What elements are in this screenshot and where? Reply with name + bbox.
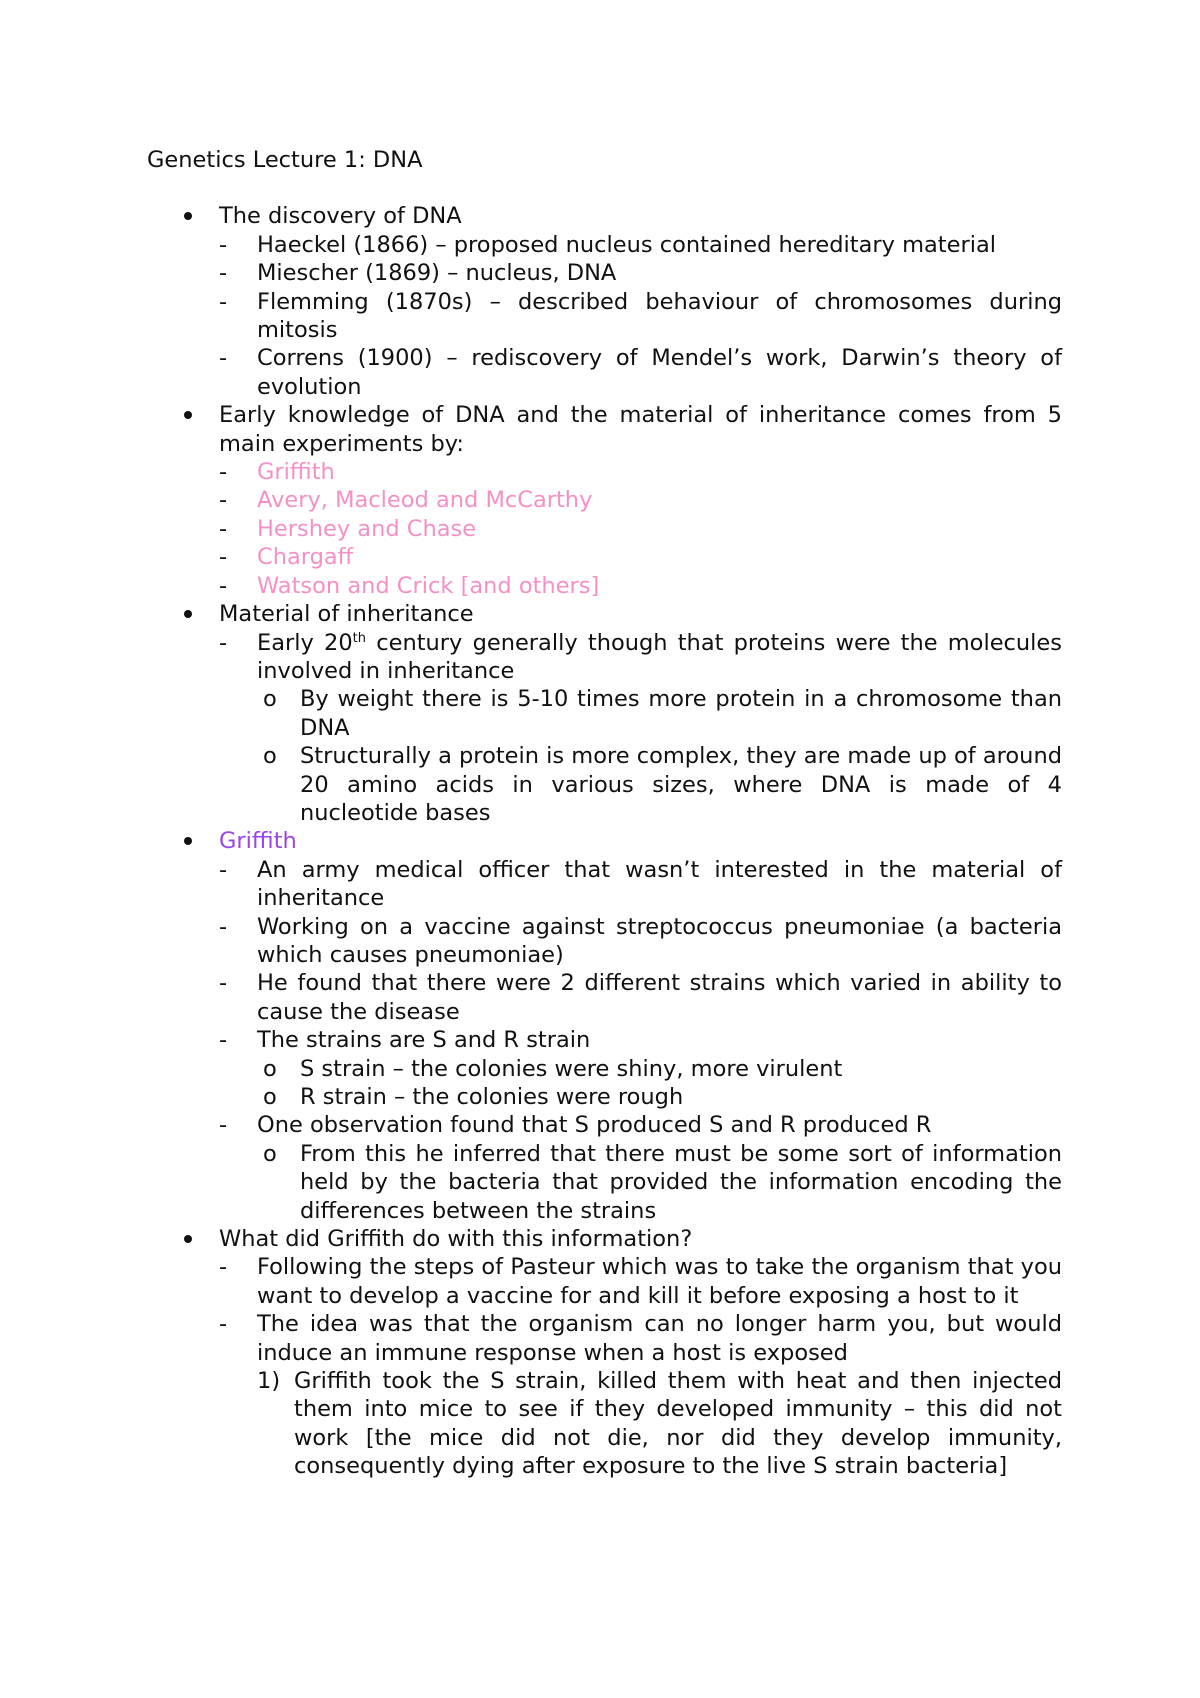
circle-marker: o — [263, 1055, 277, 1082]
circle-marker: o — [263, 1140, 277, 1167]
dash-text: Hershey and Chase — [257, 515, 477, 542]
dash-text: One observation found that S produced S and R produced R — [257, 1112, 932, 1139]
bullet-item — [147, 1225, 1062, 1253]
dash-item — [147, 913, 1062, 970]
bullet-item — [147, 827, 1062, 855]
dash-text: Griffith — [257, 459, 335, 486]
dash-marker: - — [219, 231, 228, 258]
dash-marker: - — [219, 856, 228, 883]
bullet-marker — [184, 212, 192, 220]
dash-item — [147, 515, 1062, 543]
bullet-text: What did Griffith do with this information? — [219, 1226, 693, 1253]
numbered-item — [147, 1367, 1062, 1481]
sub-item — [147, 685, 1062, 742]
bullet-marker — [184, 837, 192, 845]
bullet-text: Material of inheritance — [219, 601, 474, 628]
dash-marker: - — [219, 544, 228, 571]
dash-marker: - — [219, 970, 228, 997]
bullet-item — [147, 600, 1062, 628]
dash-item — [147, 969, 1062, 1026]
superscript: th — [352, 630, 367, 646]
circle-marker: o — [263, 686, 277, 713]
sub-text: R strain – the colonies were rough — [300, 1084, 684, 1110]
dash-marker: - — [219, 1112, 228, 1139]
dash-marker: - — [219, 459, 228, 486]
dash-text: Haeckel (1866) – proposed nucleus contained hereditary material — [257, 231, 997, 258]
dash-text: Watson and Crick [and others] — [257, 572, 600, 599]
dash-item — [147, 231, 1062, 259]
dash-text: An army medical officer that wasn’t interested in the material of inheritance — [257, 856, 1062, 912]
dash-marker: - — [219, 515, 228, 542]
sub-text: S strain – the colonies were shiny, more virulent — [300, 1055, 843, 1082]
dash-item — [147, 572, 1062, 600]
dash-item — [147, 458, 1062, 486]
dash-item — [147, 486, 1062, 514]
sub-text: Structurally a protein is more complex, they are made up of around 20 amino acids in various sizes, where DNA is made of 4 nucleotide bases — [300, 743, 1062, 826]
dash-marker: - — [219, 1254, 228, 1281]
dash-item — [147, 1026, 1062, 1054]
dash-item — [147, 1253, 1062, 1310]
dash-text: Working on a vaccine against streptococcus pneumoniae (a bacteria which causes pneumoniae) — [257, 913, 1062, 968]
sub-text: From this he inferred that there must be some sort of information held by the bacteria that provided the information encoding the differences between the strains — [300, 1140, 1062, 1224]
dash-marker: - — [219, 487, 228, 514]
sub-text: By weight there is 5-10 times more protein in a chromosome than DNA — [300, 686, 1062, 741]
dash-text: The strains are S and R strain — [257, 1027, 591, 1054]
dash-text: He found that there were 2 different strains which varied in ability to cause the disease — [257, 970, 1062, 1025]
dash-marker: - — [219, 629, 228, 656]
dash-marker: - — [219, 260, 228, 287]
bullet-marker — [184, 1235, 192, 1243]
dash-marker: - — [219, 572, 228, 599]
dash-marker: - — [219, 1311, 228, 1338]
dash-item — [147, 288, 1062, 345]
numbered-text: Griffith took the S strain, killed them with heat and then injected them into mice to see if they developed immunity – this did not work [the mice did not die, nor did they develop immunity, consequently dying after exposure to the live S strain bacteria] — [294, 1368, 1062, 1480]
dash-text: Flemming (1870s) – described behaviour of chromosomes during mitosis — [257, 288, 1062, 344]
text-run: Early 20 — [257, 629, 353, 656]
document-title: Genetics Lecture 1: DNA — [147, 147, 423, 173]
dash-item — [147, 344, 1062, 401]
sub-item — [147, 1083, 1062, 1111]
dash-item — [147, 629, 1062, 686]
dash-item — [147, 543, 1062, 571]
dash-text: Chargaff — [257, 544, 354, 571]
dash-item — [147, 856, 1062, 913]
document-body — [147, 146, 1062, 1481]
dash-marker: - — [219, 1027, 228, 1054]
sub-item — [147, 1140, 1062, 1225]
circle-marker: o — [263, 1084, 277, 1110]
bullet-marker — [184, 610, 192, 618]
bullet-text: Early knowledge of DNA and the material of inheritance comes from 5 main experiments by: — [219, 402, 1062, 457]
sub-item — [147, 1055, 1062, 1083]
bullet-marker — [184, 411, 192, 419]
dash-text — [257, 630, 1062, 684]
dash-marker: - — [219, 345, 228, 372]
dash-text: Miescher (1869) – nucleus, DNA — [257, 260, 617, 287]
dash-text: Following the steps of Pasteur which was to take the organism that you want to develop a vaccine for and kill it before exposing a host to it — [257, 1254, 1062, 1309]
bullet-item — [147, 401, 1062, 458]
circle-marker: o — [263, 743, 277, 770]
sub-item — [147, 742, 1062, 827]
dash-marker: - — [219, 913, 228, 940]
dash-text: Avery, Macleod and McCarthy — [257, 487, 593, 514]
dash-text: Correns (1900) – rediscovery of Mendel’s work, Darwin’s theory of evolution — [257, 345, 1062, 400]
dash-item — [147, 259, 1062, 287]
dash-marker: - — [219, 288, 228, 315]
dash-item — [147, 1310, 1062, 1367]
text-run: century generally though that proteins were the molecules involved in inheritance — [257, 629, 1062, 684]
bullet-item — [147, 202, 1062, 230]
dash-item — [147, 1111, 1062, 1139]
dash-text: The idea was that the organism can no longer harm you, but would induce an immune response when a host is exposed — [257, 1311, 1062, 1366]
number-marker: 1) — [257, 1368, 281, 1395]
bullet-text: Griffith — [219, 828, 297, 855]
bullet-text: The discovery of DNA — [219, 203, 462, 230]
